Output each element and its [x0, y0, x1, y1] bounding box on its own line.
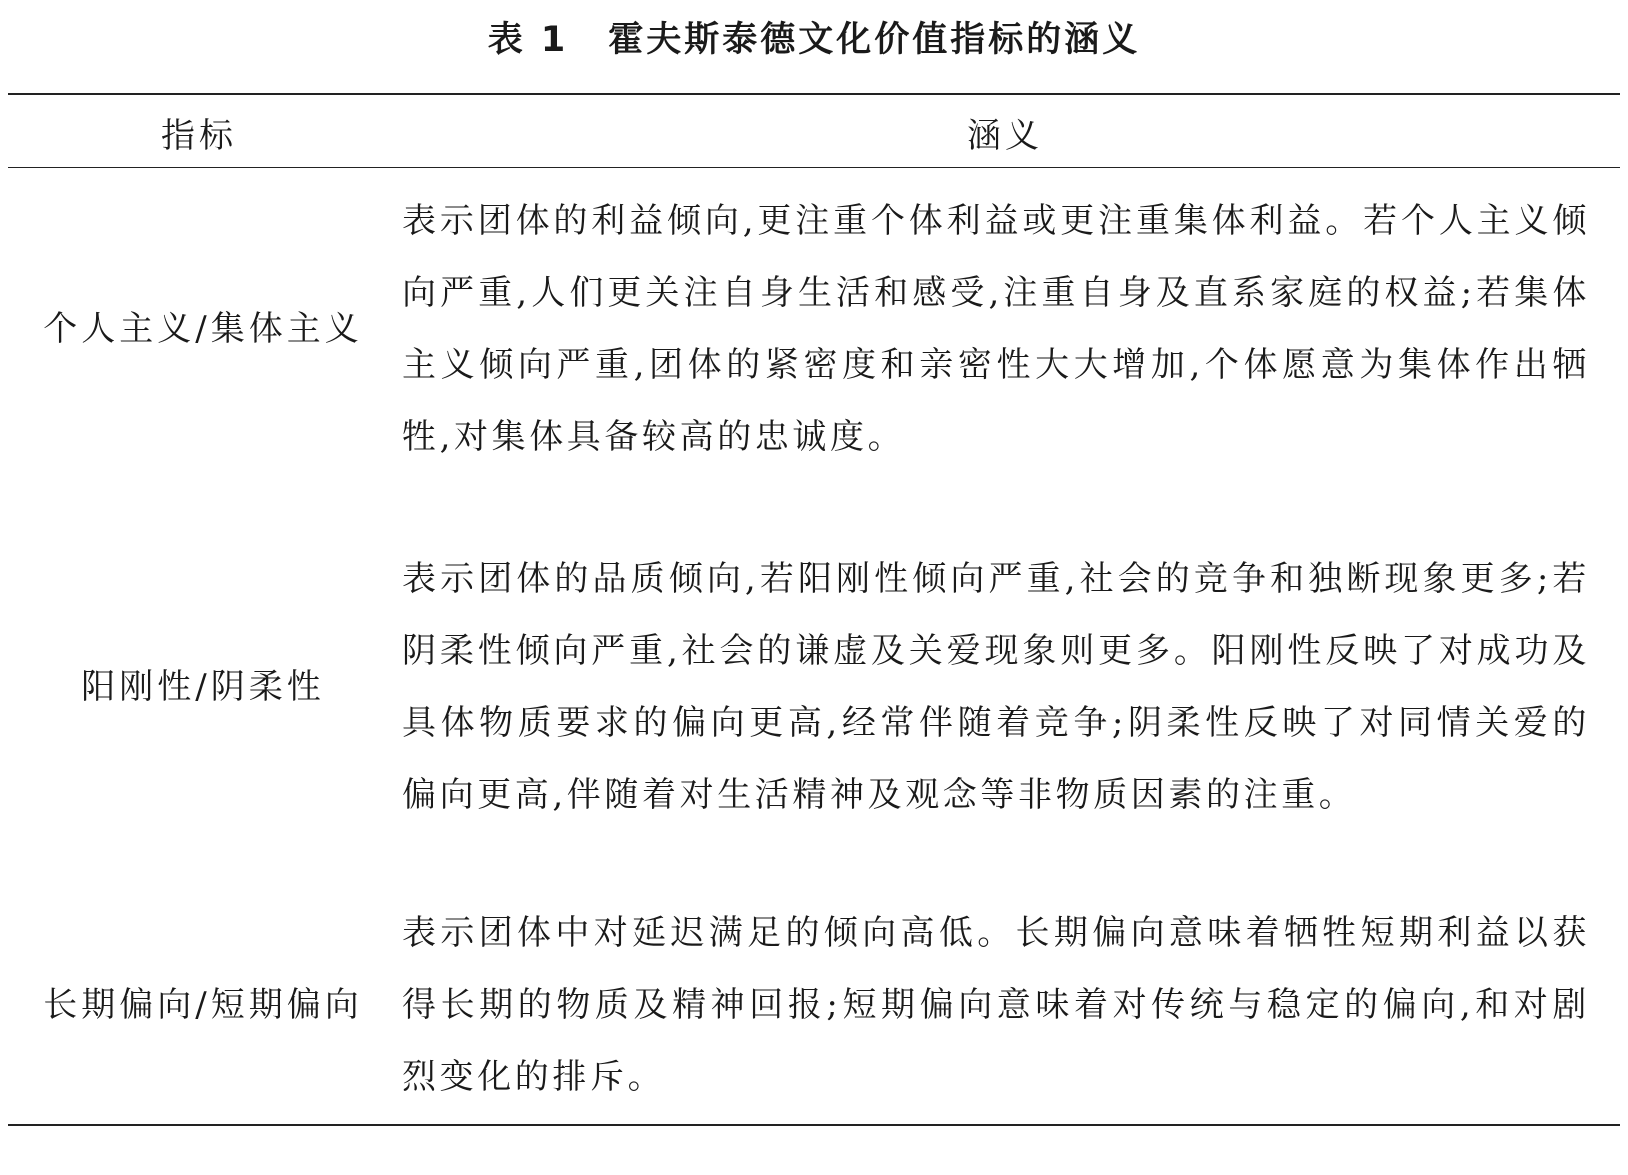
bottom-rule — [8, 1124, 1620, 1126]
row-meaning: 表示团体的品质倾向,若阳刚性倾向严重,社会的竞争和独断现象更多;若阴柔性倾向严重,社会的谦虚及关爱现象则更多。阳刚性反映了对成功及具体物质要求的偏向更高,经常伴随着竞争;阴柔性反映了对同情关爱的偏向更高,伴随着对生活精神及观念等非物质因素的注重。 — [402, 559, 1590, 815]
header-meaning: 涵义 — [967, 116, 1043, 156]
row-indicator: 长期偏向/短期偏向 — [43, 985, 363, 1025]
table-title — [0, 16, 1628, 64]
table-caption: 霍夫斯泰德文化价值指标的涵义 — [608, 20, 1141, 60]
row-indicator: 阳刚性/阴柔性 — [81, 667, 325, 707]
header-rule — [8, 167, 1620, 168]
row-meaning: 表示团体中对延迟满足的倾向高低。长期偏向意味着牺牲短期利益以获得长期的物质及精神回报;短期偏向意味着对传统与稳定的偏向,和对剧烈变化的排斥。 — [402, 913, 1590, 1097]
table-row — [8, 897, 1620, 1113]
row-meaning: 表示团体的利益倾向,更注重个体利益或更注重集体利益。若个人主义倾向严重,人们更关注自身生活和感受,注重自身及直系家庭的权益;若集体主义倾向严重,团体的紧密度和亲密性大大增加,个体愿意为集体作出牺牲,对集体具备较高的忠诚度。 — [402, 201, 1590, 457]
table-row — [8, 507, 1620, 867]
row-indicator: 个人主义/集体主义 — [43, 309, 363, 349]
table-number: 表 1 — [487, 20, 569, 60]
table-row — [8, 185, 1620, 473]
header-indicator: 指标 — [161, 116, 237, 156]
top-rule — [8, 93, 1620, 95]
